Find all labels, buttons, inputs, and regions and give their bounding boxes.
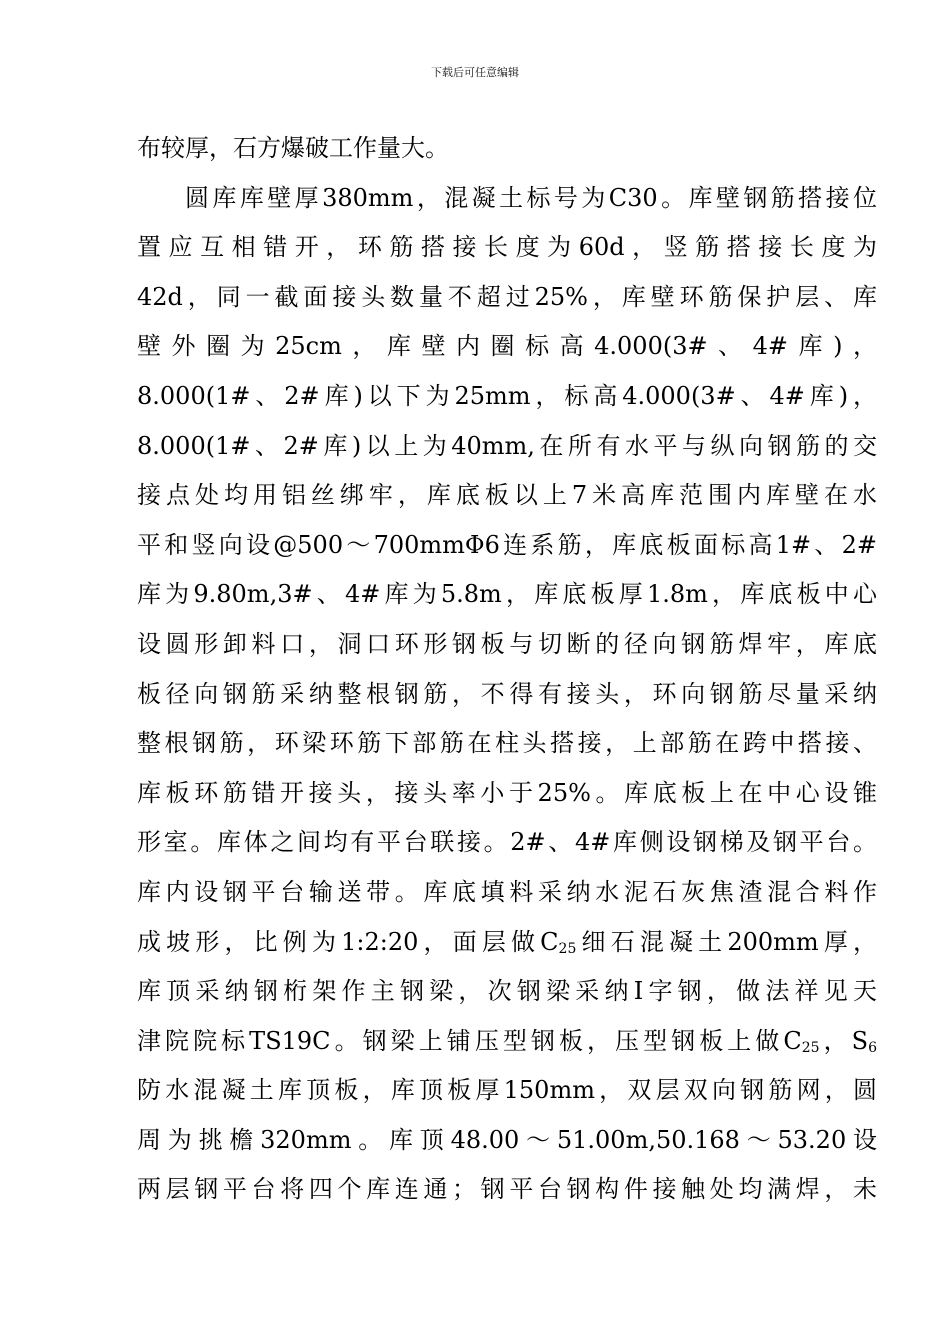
text-line: 形室。库体之间均有平台联接。2#、4#库侧设钢梯及钢平台。	[137, 828, 877, 857]
text-segment: 津院院标TS19C。钢梁上铺压型钢板，压型钢板上做C	[137, 1026, 802, 1055]
text-line: 板径向钢筋采纳整根钢筋，不得有接头，环向钢筋尽量采纳	[137, 679, 877, 708]
text-line: 壁外圈为25cm，库壁内圈标高4.000(3#、4#库)，	[137, 332, 877, 361]
page-header: 下载后可任意编辑	[431, 66, 519, 79]
text-line-with-subscript	[137, 918, 877, 968]
text-line: 8.000(1#、2#库)以上为40mm,在所有水平与纵向钢筋的交	[137, 431, 877, 460]
text-line: 8.000(1#、2#库)以下为25mm，标高4.000(3#、4#库)，	[137, 381, 877, 410]
text-line: 库板环筋错开接头，接头率小于25%。库底板上在中心设锥	[137, 778, 877, 807]
text-segment: 细石混凝土200mm厚，	[576, 927, 877, 956]
text-line: 42d，同一截面接头数量不超过25%，库壁环筋保护层、库	[137, 282, 877, 311]
text-line: 平和竖向设@500～700mmΦ6连系筋，库底板面标高1#、2#	[137, 530, 877, 559]
text-line: 设圆形卸料口，洞口环形钢板与切断的径向钢筋焊牢，库底	[137, 629, 877, 658]
subscript: 6	[868, 1039, 877, 1056]
text-line: 两层钢平台将四个库连通；钢平台钢构件接触处均满焊，未	[137, 1175, 877, 1204]
text-line: 防水混凝土库顶板，库顶板厚150mm，双层双向钢筋网，圆	[137, 1076, 877, 1105]
text-line: 置应互相错开，环筋搭接长度为60d，竖筋搭接长度为	[137, 233, 877, 262]
subscript: 25	[801, 1039, 820, 1056]
text-line: 接点处均用铝丝绑牢，库底板以上7米高库范围内库壁在水	[137, 481, 877, 510]
paragraph-start-line: 圆库库壁厚380mm，混凝土标号为C30。库壁钢筋搭接位	[185, 183, 877, 212]
text-line: 周为挑檐320mm。库顶48.00～51.00m,50.168～53.20设	[137, 1125, 877, 1154]
text-line: 库为9.80m,3#、4#库为5.8m，库底板厚1.8m，库底板中心	[137, 580, 877, 609]
text-line: 整根钢筋，环梁环筋下部筋在柱头搭接，上部筋在跨中搭接、	[137, 729, 877, 758]
document-body	[137, 124, 877, 1215]
text-line: 布较厚，石方爆破工作量大。	[137, 134, 449, 162]
text-line-with-subscript	[137, 1017, 877, 1067]
subscript: 25	[558, 940, 577, 957]
text-segment: 成坡形，比例为1:2:20，面层做C	[137, 927, 559, 956]
text-segment: ，S	[819, 1026, 869, 1055]
text-line: 库顶采纳钢桁架作主钢梁，次钢梁采纳I字钢，做法祥见天	[137, 977, 877, 1006]
text-line: 库内设钢平台输送带。库底填料采纳水泥石灰焦渣混合料作	[137, 877, 877, 906]
